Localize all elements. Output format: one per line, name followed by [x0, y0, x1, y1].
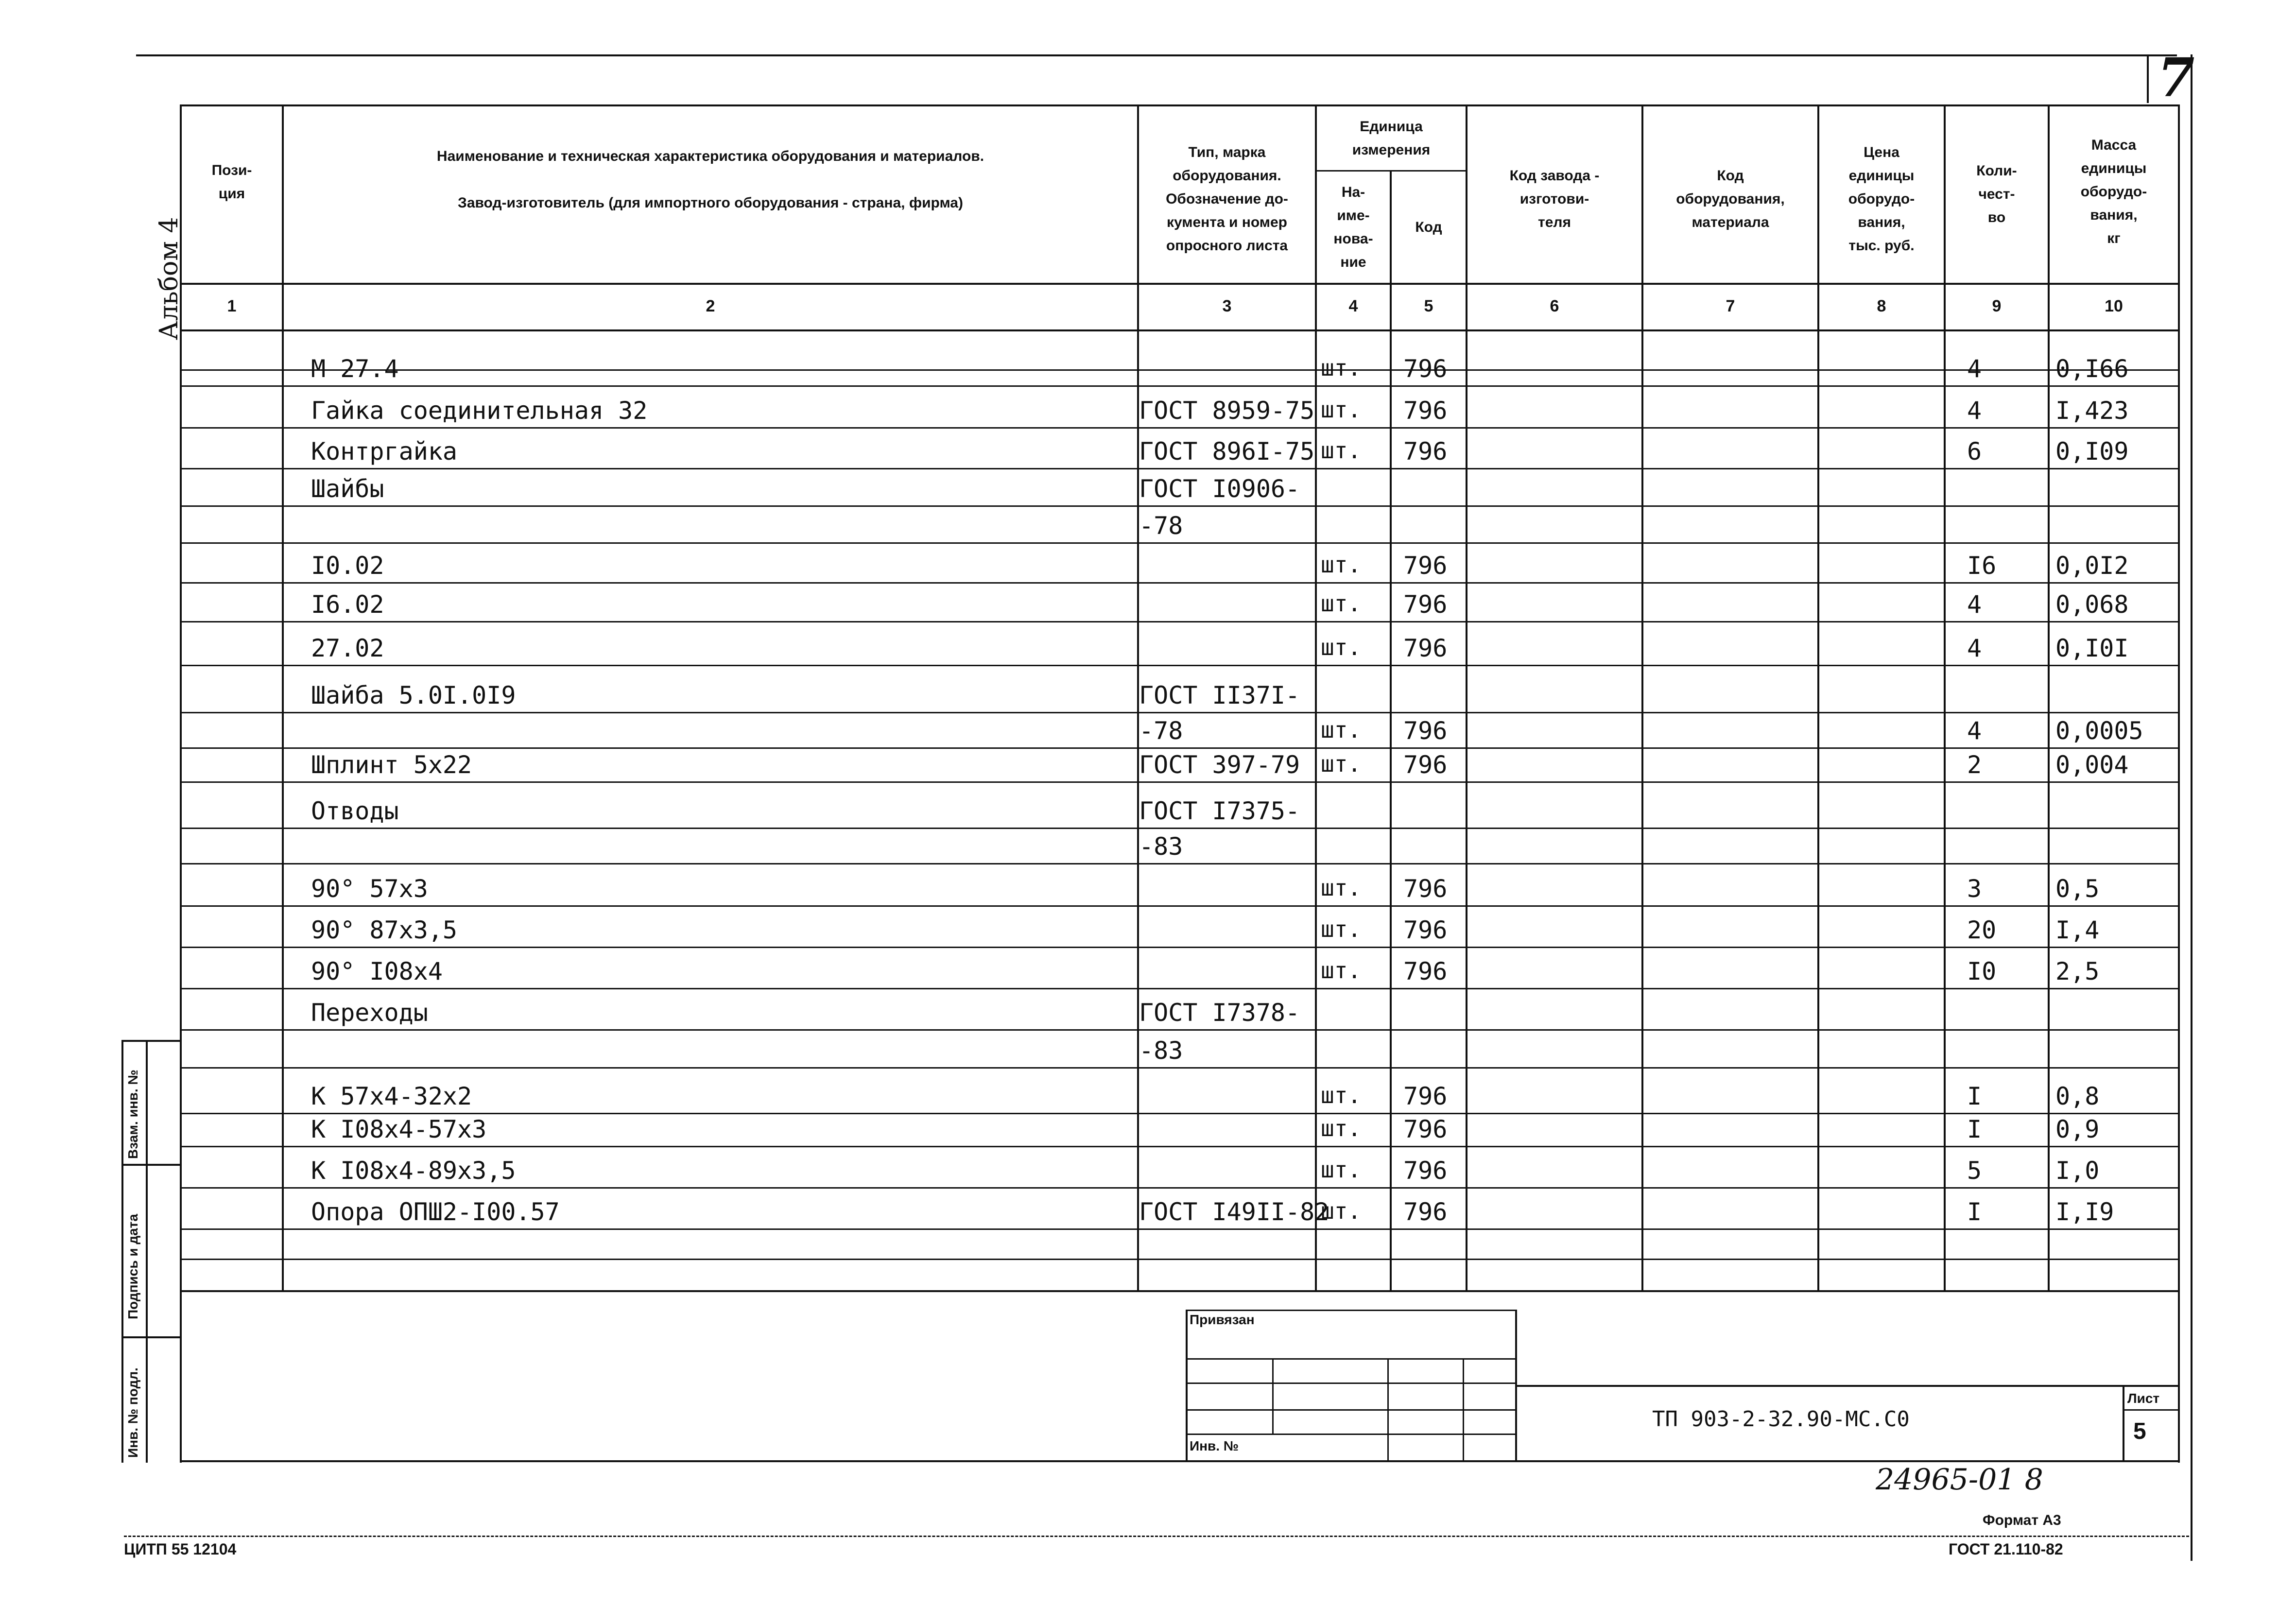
row-13-name: 90° 57х3	[311, 875, 428, 903]
standard-label: ГОСТ 21.110-82	[1949, 1540, 2063, 1558]
side-label-replace-inv: Взам. инв. №	[125, 1070, 140, 1159]
row-line	[180, 427, 2178, 429]
row-15-unit: шт.	[1321, 957, 1362, 984]
table-top	[180, 104, 2178, 106]
row-13-qty: 3	[1967, 875, 1982, 903]
colnum-9: 9	[1992, 296, 2002, 315]
row-1-unit: шт.	[1321, 397, 1362, 423]
row-2-doc: ГОСТ 896I-75	[1139, 437, 1315, 466]
row-6-name: I6.02	[311, 590, 384, 619]
priv-line-2	[1186, 1382, 1515, 1384]
row-20-unit: шт.	[1321, 1157, 1362, 1183]
row-line	[180, 621, 2178, 622]
row-9-mass: 0,0005	[2055, 717, 2143, 745]
priv-col-3	[1463, 1358, 1464, 1460]
privyazan-label: Привязан	[1190, 1312, 1255, 1327]
sheet-box-left	[2123, 1385, 2124, 1460]
header-name: Наименование и техническая характеристика оборудования и материалов. Завод-изготовитель (для импортного оборудования - страна, фирма)	[436, 148, 984, 211]
table-bottom	[180, 1290, 2178, 1292]
row-18-mass: 0,8	[2055, 1082, 2100, 1110]
row-5-name: I0.02	[311, 552, 384, 580]
side-stamp-top	[121, 1040, 180, 1042]
row-14-code: 796	[1403, 916, 1448, 944]
rows-end-line	[180, 1259, 2178, 1260]
side-stamp-mid	[146, 1040, 148, 1463]
row-13-code: 796	[1403, 875, 1448, 903]
priv-left	[1186, 1310, 1188, 1460]
footer-line	[124, 1536, 2189, 1537]
row-0-code: 796	[1403, 355, 1448, 383]
row-line	[180, 385, 2178, 387]
sheet-label: Лист	[2127, 1391, 2160, 1406]
row-line	[180, 468, 2178, 469]
code-area-top	[1515, 1385, 2178, 1387]
row-19-qty: I	[1967, 1115, 1982, 1143]
row-line	[180, 828, 2178, 829]
priv-col-2	[1387, 1358, 1389, 1460]
row-7-code: 796	[1403, 634, 1448, 662]
col-line-9	[2048, 104, 2050, 1290]
side-stamp-line-2	[121, 1336, 180, 1338]
row-10-name: Шплинт 5х22	[311, 751, 472, 779]
row-line	[180, 1067, 2178, 1069]
row-16-name: Переходы	[311, 999, 428, 1027]
row-19-mass: 0,9	[2055, 1115, 2100, 1143]
row-line	[180, 947, 2178, 948]
row-21-qty: I	[1967, 1198, 1982, 1226]
colnum-4: 4	[1348, 296, 1358, 315]
row-line	[180, 542, 2178, 544]
row-line	[180, 905, 2178, 907]
row-0-unit: шт.	[1321, 355, 1362, 381]
col-line-4	[1390, 170, 1392, 1290]
row-7-qty: 4	[1967, 634, 1982, 662]
header-unit-group: Единица измерения	[1352, 119, 1431, 158]
row-18-name: К 57х4-32х2	[311, 1082, 472, 1110]
row-21-doc: ГОСТ I49II-82	[1139, 1198, 1329, 1226]
top-border	[136, 54, 2177, 56]
row-0-mass: 0,I66	[2055, 355, 2129, 383]
row-1-mass: I,423	[2055, 397, 2129, 425]
side-label-signature-date: Подпись и дата	[125, 1214, 140, 1319]
row-0-name: М 27.4	[311, 355, 399, 383]
row-line	[180, 863, 2178, 864]
row-2-code: 796	[1403, 437, 1448, 466]
col-line-1	[282, 104, 284, 1290]
numbers-bottom	[180, 329, 2178, 331]
row-8-doc: ГОСТ II37I-	[1139, 681, 1300, 709]
row-7-unit: шт.	[1321, 634, 1362, 660]
priv-col-1	[1272, 1358, 1274, 1434]
colnum-3: 3	[1222, 296, 1232, 315]
row-line	[180, 747, 2178, 749]
row-11-name: Отводы	[311, 797, 399, 825]
corner-box-left	[2147, 54, 2149, 103]
row-14-qty: 20	[1967, 916, 1997, 944]
document-code: ТП 903-2-32.90-МС.С0	[1652, 1407, 1910, 1432]
row-11-doc: ГОСТ I7375-	[1139, 797, 1300, 825]
row-1-name: Гайка соединительная 32	[311, 397, 648, 425]
row-5-code: 796	[1403, 552, 1448, 580]
row-7-mass: 0,I0I	[2055, 634, 2129, 662]
row-line	[180, 712, 2178, 713]
col-line-10	[2178, 104, 2180, 1463]
row-14-mass: I,4	[2055, 916, 2100, 944]
header-type: Тип, марка оборудования. Обозначение до- кумента и номер опросного листа	[1166, 144, 1288, 254]
row-10-mass: 0,004	[2055, 751, 2129, 779]
priv-line-3	[1186, 1409, 1515, 1411]
row-10-code: 796	[1403, 751, 1448, 779]
header-mass: Масса единицы оборудо- вания, кг	[2080, 137, 2147, 246]
row-10-unit: шт.	[1321, 751, 1362, 777]
colnum-8: 8	[1877, 296, 1886, 315]
row-14-name: 90° 87х3,5	[311, 916, 458, 944]
row-5-unit: шт.	[1321, 552, 1362, 578]
row-6-code: 796	[1403, 590, 1448, 619]
row-1-qty: 4	[1967, 397, 1982, 425]
priv-line-1	[1186, 1358, 1515, 1360]
row-18-unit: шт.	[1321, 1082, 1362, 1108]
colnum-6: 6	[1550, 296, 1559, 315]
handwritten-number: 24965-01 8	[1876, 1463, 2043, 1497]
header-price: Цена единицы оборудо- вания, тыс. руб.	[1848, 144, 1915, 254]
colnum-1: 1	[227, 296, 237, 315]
row-12-doc: -83	[1139, 832, 1183, 861]
row-0-qty: 4	[1967, 355, 1982, 383]
row-5-mass: 0,0I2	[2055, 552, 2129, 580]
header-factory-code: Код завода - изготови- теля	[1509, 168, 1600, 230]
row-line	[180, 781, 2178, 783]
row-line	[180, 1146, 2178, 1147]
priv-line-4	[1186, 1434, 1515, 1435]
row-13-mass: 0,5	[2055, 875, 2100, 903]
row-line	[180, 665, 2178, 666]
row-2-mass: 0,I09	[2055, 437, 2129, 466]
row-20-name: К I08х4-89х3,5	[311, 1157, 516, 1185]
row-21-unit: шт.	[1321, 1198, 1362, 1224]
row-21-mass: I,I9	[2055, 1198, 2114, 1226]
colnum-5: 5	[1424, 296, 1433, 315]
side-stamp-line-1	[121, 1164, 180, 1166]
header-unit-code: Код	[1415, 219, 1442, 235]
row-2-unit: шт.	[1321, 437, 1362, 464]
row-21-code: 796	[1403, 1198, 1448, 1226]
row-3-doc: ГОСТ I0906-	[1139, 475, 1300, 503]
row-6-unit: шт.	[1321, 590, 1362, 617]
right-border	[2191, 54, 2192, 1561]
row-18-qty: I	[1967, 1082, 1982, 1110]
row-line	[180, 582, 2178, 584]
row-19-name: К I08х4-57х3	[311, 1115, 487, 1143]
row-line	[180, 1228, 2178, 1230]
row-5-qty: I6	[1967, 552, 1997, 580]
col-line-5	[1466, 104, 1467, 1290]
publisher-label: ЦИТП 55 12104	[124, 1540, 237, 1558]
bottom-frame-line	[180, 1460, 2178, 1462]
row-9-code: 796	[1403, 717, 1448, 745]
row-15-mass: 2,5	[2055, 957, 2100, 985]
header-position: Пози- ция	[211, 162, 252, 202]
row-line	[180, 1187, 2178, 1189]
row-20-code: 796	[1403, 1157, 1448, 1185]
row-14-unit: шт.	[1321, 916, 1362, 942]
row-4-doc: -78	[1139, 512, 1183, 540]
row-10-doc: ГОСТ 397-79	[1139, 751, 1300, 779]
col-line-7	[1817, 104, 1819, 1290]
header-unit-name: На- име- нова- ние	[1333, 184, 1373, 270]
colnum-7: 7	[1726, 296, 1735, 315]
sheet-number: 5	[2133, 1418, 2146, 1444]
album-label: Альбом 4	[155, 217, 184, 340]
row-line	[180, 1113, 2178, 1114]
row-9-doc: -78	[1139, 717, 1183, 745]
row-21-name: Опора ОПШ2-I00.57	[311, 1198, 560, 1226]
row-3-name: Шайбы	[311, 475, 384, 503]
format-label: Формат А3	[1983, 1512, 2061, 1528]
row-15-qty: I0	[1967, 957, 1997, 985]
row-7-name: 27.02	[311, 634, 384, 662]
corner-number: 7	[2158, 46, 2195, 109]
spacer-line	[180, 369, 2178, 371]
colnum-2: 2	[706, 296, 715, 315]
row-2-qty: 6	[1967, 437, 1982, 466]
header-material-code: Код оборудования, материала	[1676, 168, 1785, 230]
col-line-3	[1315, 104, 1317, 1290]
row-2-name: Контргайка	[311, 437, 458, 466]
colnum-10: 10	[2105, 296, 2123, 315]
row-10-qty: 2	[1967, 751, 1982, 779]
row-20-qty: 5	[1967, 1157, 1982, 1185]
row-19-unit: шт.	[1321, 1115, 1362, 1141]
col-line-8	[1944, 104, 1946, 1290]
row-15-code: 796	[1403, 957, 1448, 985]
row-6-mass: 0,068	[2055, 590, 2129, 619]
header-bottom	[180, 283, 2178, 285]
row-1-code: 796	[1403, 397, 1448, 425]
side-label-inv-original: Инв. № подл.	[125, 1367, 140, 1458]
side-stamp-left	[121, 1040, 123, 1463]
row-18-code: 796	[1403, 1082, 1448, 1110]
row-8-name: Шайба 5.0I.0I9	[311, 681, 516, 709]
row-9-unit: шт.	[1321, 717, 1362, 743]
row-line	[180, 1029, 2178, 1031]
row-9-qty: 4	[1967, 717, 1982, 745]
row-17-doc: -83	[1139, 1037, 1183, 1065]
row-1-doc: ГОСТ 8959-75	[1139, 397, 1315, 425]
row-19-code: 796	[1403, 1115, 1448, 1143]
sheet-box-mid	[2123, 1409, 2178, 1411]
row-13-unit: шт.	[1321, 875, 1362, 901]
row-20-mass: I,0	[2055, 1157, 2100, 1185]
row-16-doc: ГОСТ I7378-	[1139, 999, 1300, 1027]
col-line-6	[1641, 104, 1643, 1290]
row-15-name: 90° I08х4	[311, 957, 443, 985]
row-6-qty: 4	[1967, 590, 1982, 619]
header-quantity: Коли- чест- во	[1976, 163, 2017, 225]
priv-top	[1186, 1310, 1515, 1311]
row-line	[180, 505, 2178, 507]
row-line	[180, 988, 2178, 989]
inv-no-label: Инв. №	[1190, 1438, 1239, 1453]
